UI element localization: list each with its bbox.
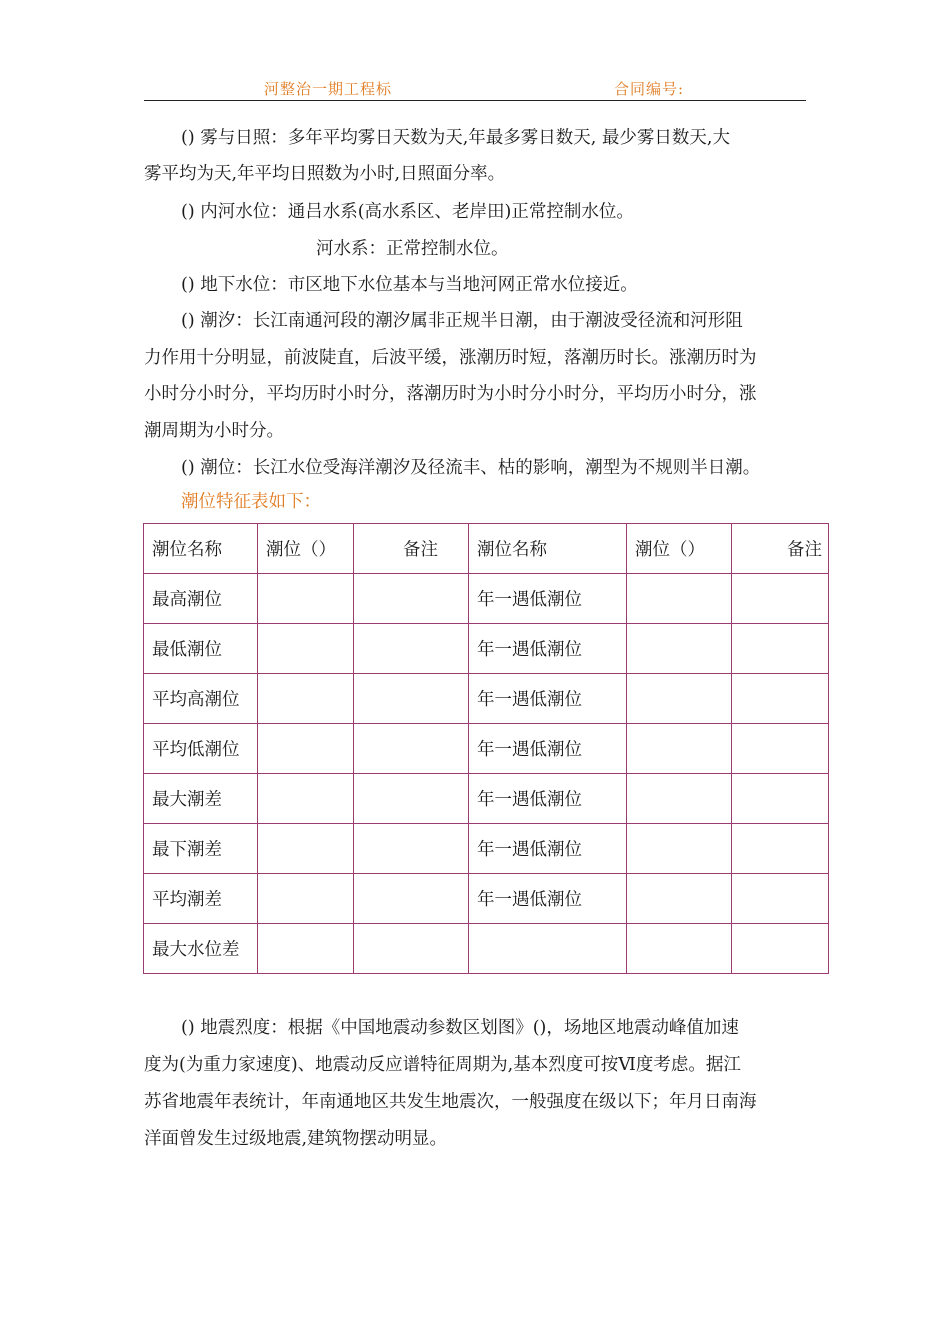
header-cell: 潮位（）: [627, 524, 732, 574]
left-tide-value-cell: [258, 924, 354, 974]
left-tide-value-cell: [258, 824, 354, 874]
left-tide-value-cell: [258, 674, 354, 724]
project-title: 河整治一期工程标: [264, 80, 393, 98]
right-remark-cell: [732, 674, 829, 724]
right-tide-value-cell: [627, 774, 732, 824]
right-tide-value-cell: [627, 574, 732, 624]
contract-number-label: 合同编号:: [614, 80, 685, 98]
table-row: [144, 924, 829, 974]
header-cell: 备注: [354, 524, 469, 574]
right-tide-name-cell: 年一遇低潮位: [469, 624, 627, 674]
right-remark-cell: [732, 724, 829, 774]
right-remark-cell: [732, 624, 829, 674]
table-row: [144, 874, 829, 924]
table-row: [144, 724, 829, 774]
tide-paragraph-line4: 潮周期为小时分。: [144, 421, 284, 441]
fog-paragraph-line1: () 雾与日照：多年平均雾日天数为天,年最多雾日数天, 最少雾日数天,大: [181, 128, 730, 148]
right-tide-name-cell: 年一遇低潮位: [469, 724, 627, 774]
right-remark-cell: [732, 924, 829, 974]
fog-paragraph-line2: 雾平均为天,年平均日照数为小时,日照面分率。: [144, 164, 506, 184]
table-header-row: [144, 524, 829, 574]
page-header: [144, 76, 806, 101]
right-tide-name-cell: 年一遇低潮位: [469, 574, 627, 624]
right-remark-cell: [732, 874, 829, 924]
right-tide-value-cell: [627, 674, 732, 724]
right-tide-name-cell: 年一遇低潮位: [469, 824, 627, 874]
tide-paragraph-line2: 力作用十分明显，前波陡直，后波平缓，涨潮历时短，落潮历时长。涨潮历时为: [144, 348, 757, 368]
table-row: [144, 824, 829, 874]
left-tide-value-cell: [258, 624, 354, 674]
left-remark-cell: [354, 724, 469, 774]
left-remark-cell: [354, 674, 469, 724]
inland-water-paragraph: () 内河水位：通吕水系(高水系区、老岸田)正常控制水位。: [181, 202, 634, 222]
right-tide-value-cell: [627, 724, 732, 774]
left-tide-name-cell: 最大潮差: [144, 774, 258, 824]
left-remark-cell: [354, 874, 469, 924]
table-caption: 潮位特征表如下：: [181, 492, 321, 512]
river-system-line: 河水系：正常控制水位。: [316, 239, 509, 259]
left-tide-value-cell: [258, 724, 354, 774]
left-remark-cell: [354, 624, 469, 674]
left-tide-value-cell: [258, 874, 354, 924]
left-remark-cell: [354, 824, 469, 874]
left-tide-name-cell: 最低潮位: [144, 624, 258, 674]
right-tide-value-cell: [627, 624, 732, 674]
right-remark-cell: [732, 774, 829, 824]
earthquake-paragraph-line4: 洋面曾发生过级地震,建筑物摆动明显。: [144, 1129, 448, 1149]
groundwater-paragraph: () 地下水位：市区地下水位基本与当地河网正常水位接近。: [181, 275, 638, 295]
table-row: [144, 774, 829, 824]
right-remark-cell: [732, 824, 829, 874]
tide-level-paragraph: () 潮位：长江水位受海洋潮汐及径流丰、枯的影响，潮型为不规则半日潮。: [181, 458, 761, 478]
header-cell: 潮位名称: [469, 524, 627, 574]
table-row: [144, 674, 829, 724]
right-tide-value-cell: [627, 824, 732, 874]
left-tide-value-cell: [258, 574, 354, 624]
header-cell: 潮位名称: [144, 524, 258, 574]
header-cell: 潮位（）: [258, 524, 354, 574]
right-tide-value-cell: [627, 874, 732, 924]
earthquake-paragraph-line2: 度为(为重力家速度)、地震动反应谱特征周期为,基本烈度可按Ⅵ度考虑。据江: [144, 1055, 741, 1075]
left-remark-cell: [354, 924, 469, 974]
right-remark-cell: [732, 574, 829, 624]
left-tide-name-cell: 最下潮差: [144, 824, 258, 874]
left-tide-name-cell: 平均高潮位: [144, 674, 258, 724]
tide-paragraph-line3: 小时分小时分，平均历时小时分，落潮历时为小时分小时分，平均历小时分，涨: [144, 384, 757, 404]
right-tide-name-cell: 年一遇低潮位: [469, 874, 627, 924]
left-tide-name-cell: 最高潮位: [144, 574, 258, 624]
left-tide-name-cell: 最大水位差: [144, 924, 258, 974]
table-row: [144, 624, 829, 674]
tide-characteristics-table: [143, 523, 829, 974]
header-cell: 备注: [732, 524, 829, 574]
left-tide-name-cell: 平均潮差: [144, 874, 258, 924]
right-tide-name-cell: 年一遇低潮位: [469, 674, 627, 724]
table-row: [144, 574, 829, 624]
earthquake-paragraph-line1: () 地震烈度：根据《中国地震动参数区划图》()，场地区地震动峰值加速: [181, 1018, 739, 1038]
left-tide-name-cell: 平均低潮位: [144, 724, 258, 774]
tide-paragraph-line1: () 潮汐：长江南通河段的潮汐属非正规半日潮，由于潮波受径流和河形阻: [181, 311, 743, 331]
left-remark-cell: [354, 774, 469, 824]
right-tide-name-cell: [469, 924, 627, 974]
left-tide-value-cell: [258, 774, 354, 824]
right-tide-value-cell: [627, 924, 732, 974]
right-tide-name-cell: 年一遇低潮位: [469, 774, 627, 824]
left-remark-cell: [354, 574, 469, 624]
earthquake-paragraph-line3: 苏省地震年表统计，年南通地区共发生地震次，一般强度在级以下；年月日南海: [144, 1092, 757, 1112]
